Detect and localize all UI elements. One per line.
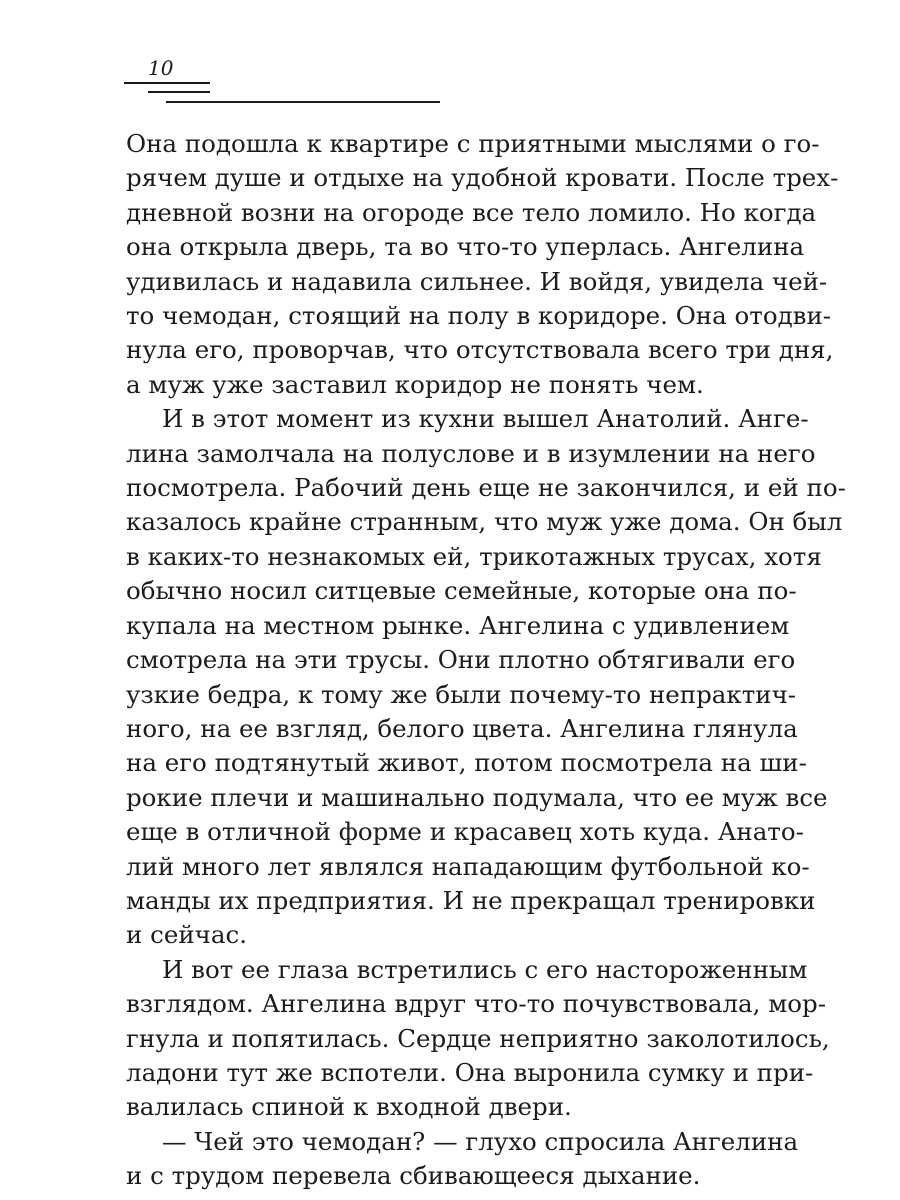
text-line: казалось крайне странным, что муж уже дома. Он был: [126, 507, 843, 537]
text-line: и сейчас.: [126, 920, 247, 950]
header-rule-top: [124, 82, 210, 84]
text-line: лий много лет являлся нападающим футбольной ко-: [126, 851, 810, 881]
text-line: а муж уже заставил коридор не понять чем.: [126, 369, 704, 399]
text-line: дневной возни на огороде все тело ломило. Но когда: [126, 197, 817, 227]
text-line: она открыла дверь, та во что-то уперлась. Ангелина: [126, 232, 805, 262]
text-line: рокие плечи и машинально подумала, что ее муж все: [126, 782, 828, 812]
text-line: лина замолчала на полуслове и в изумлении на него: [126, 438, 816, 468]
page-number: 10: [148, 56, 174, 80]
text-line: манды их предприятия. И не прекращал тренировки: [126, 885, 816, 915]
paragraph: [126, 953, 830, 1125]
header-rule-long: [166, 101, 440, 103]
text-line: И вот ее глаза встретились с его настороженным: [162, 954, 808, 984]
text-line: взглядом. Ангелина вдруг что-то почувствовала, мор-: [126, 989, 827, 1019]
body-text: [126, 127, 846, 1194]
text-line: то чемодан, стоящий на полу в коридоре. Она отодви-: [126, 301, 832, 331]
header-rule-middle: [148, 91, 210, 93]
paragraph: [126, 127, 839, 402]
text-line: еще в отличной форме и красавец хоть куда. Анато-: [126, 817, 804, 847]
text-line: ного, на ее взгляд, белого цвета. Ангелина глянула: [126, 713, 798, 743]
text-line: посмотрела. Рабочий день еще не закончился, и ей по-: [126, 473, 846, 503]
text-line: смотрела на эти трусы. Они плотно обтягивали его: [126, 645, 796, 675]
text-line: купала на местном рынке. Ангелина с удивлением: [126, 610, 790, 640]
text-line: — Чей это чемодан? — глухо спросила Ангелина: [162, 1126, 799, 1156]
text-line: ладони тут же вспотели. Она выронила сумку и при-: [126, 1057, 814, 1087]
text-line: гнула и попятилась. Сердце неприятно заколотилось,: [126, 1023, 830, 1053]
text-line: нула его, проворчав, что отсутствовала всего три дня,: [126, 335, 834, 365]
text-line: обычно носил ситцевые семейные, которые она по-: [126, 576, 797, 606]
page-header: [0, 0, 900, 110]
text-line: валилась спиной к входной двери.: [126, 1092, 572, 1122]
paragraph: [126, 402, 846, 953]
text-line: и с трудом перевела сбивающееся дыхание.: [126, 1161, 701, 1191]
text-line: удивилась и надавила сильнее. И войдя, увидела чей-: [126, 266, 828, 296]
text-line: на его подтянутый живот, потом посмотрела на ши-: [126, 748, 807, 778]
paragraph: [126, 1125, 799, 1194]
text-line: Она подошла к квартире с приятными мыслями о го-: [126, 129, 820, 158]
text-line: узкие бедра, к тому же были почему-то непрактич-: [126, 679, 797, 709]
text-line: рячем душе и отдыхе на удобной кровати. После трех-: [126, 163, 839, 193]
text-line: И в этот момент из кухни вышел Анатолий. Анге-: [162, 404, 809, 434]
text-line: в каких-то незнакомых ей, трикотажных трусах, хотя: [126, 541, 822, 571]
